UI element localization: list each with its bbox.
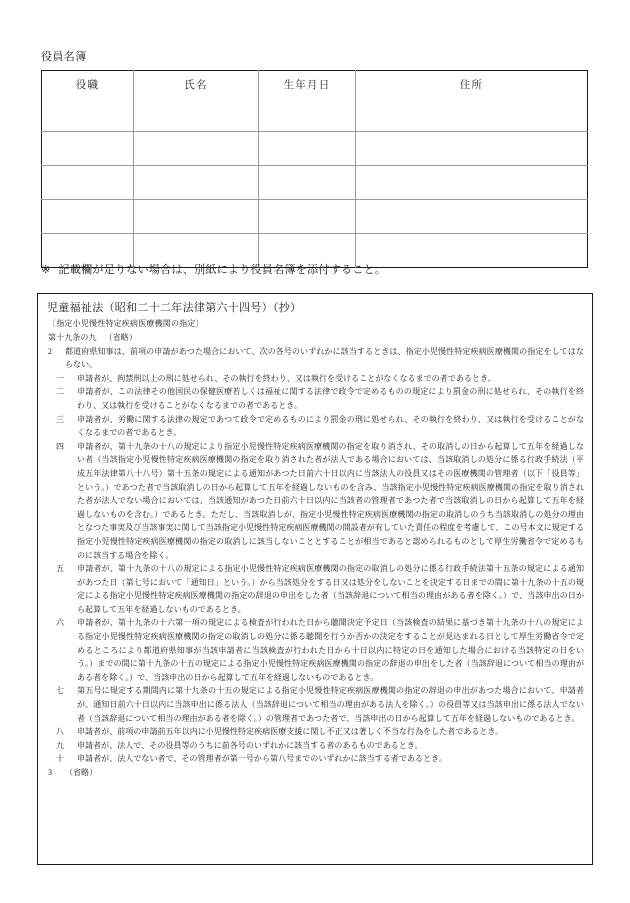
cell-name[interactable] [134,166,259,200]
item-text: 申請者が、法人でない者で、その管理者が第一号から第八号までのいずれかに該当する者であるとき。 [77,754,447,764]
item-marker: 十 [56,754,65,764]
law-excerpt-box [37,293,593,865]
table-row [42,98,588,132]
cell-post[interactable] [42,132,134,166]
law-article-heading [48,331,584,345]
roster-note [41,263,386,278]
item-marker: 三 [56,414,65,424]
item-text: 申請者が、拘禁刑以上の刑に処せられ、その執行を終わり、又は執行を受けることがなくなるまでの者であるとき。 [77,373,496,383]
cell-address[interactable] [356,234,588,268]
item-text: 申請者が、第十九条の十六第一項の規定による検査が行われた日から聴聞決定予定日（当該検査の結果に基づき第十九条の十八の規定による指定小児慢性特定疾病医療機関の指定の取消しの処分に係る聴聞を行うか否かの決定をすることが見込まれる日として厚生労働省令で定めるところにより都道府県知事が当該申請者に当該検査が行われた日から十日以内に特定の日を通知した場合における当該特定の日をいう。）までの間に第十九条の十五の規定による指定小児慢性特定疾病医療機関の指定の辞退の申出をした者（当該辞退について相当の理由がある者を除く。）で、当該申出の日から起算して五年を経過しないものであるとき。 [77,618,584,682]
paragraph-text: 都道府県知事は、前項の申請があつた場合において、次の各号のいずれかに該当するときは、指定小児慢性特定疾病医療機関の指定をしてはならない。 [65,346,584,370]
cell-dob[interactable] [259,132,356,166]
law-title: 児童福祉法（昭和二十二年法律第六十四号）（抄） [47,302,302,314]
officer-roster-table [41,70,588,268]
cell-name[interactable] [134,132,259,166]
item-marker: 六 [56,618,65,628]
item-text: 申請者が、この法律その他国民の保健医療若しくは福祉に関する法律で政令で定めるものの規定により罰金の刑に処せられ、その執行を終わり、又は執行を受けることがなくなるまでの者であるとき。 [77,387,584,410]
law-item-2 [56,385,584,412]
column-header-name: 氏名 [134,71,259,99]
law-item-6 [56,616,584,684]
column-header-address: 住所 [356,71,588,99]
cell-dob[interactable] [259,200,356,234]
table-row [42,200,588,234]
cell-post[interactable] [42,166,134,200]
law-item-10 [56,752,584,766]
paragraph-marker: 2 [48,346,53,356]
cell-name[interactable] [134,200,259,234]
item-text: 第五号に規定する期間内に第十九条の十五の規定による指定小児慢性特定疾病医療機関の指定の辞退の申出があつた場合において、申請者が、通知日前六十日以内に当該申出に係る法人（当該辞退について相当の理由がある法人を除く。）の役員等又は当該申出に係る法人でない者（当該辞退について相当の理由がある者を除く。）の管理者であつた者で、当該申出の日から起算して五年を経過しないものであるとき。 [77,686,584,723]
law-item-8 [56,725,584,739]
item-text: 申請者が、第十九条の十八の規定による指定小児慢性特定疾病医療機関の指定の取消しの処分に係る行政手続法第十五条の規定による通知があつた日（第七号において「通知日」という。）から当該処分をする日又は処分をしないことを決定する日までの間に第十九条の十五の規定による指定小児慢性特定疾病医療機関の指定の辞退の申出をした者（当該辞退について相当の理由がある者を除く。）で、当該申出の日から起算して五年を経過しないものであるとき。 [77,564,584,614]
paragraph-marker: 3 [48,768,53,777]
column-header-dob: 生年月日 [259,71,356,99]
article-marker: 第十九条の九 [48,333,97,342]
roster-title: 役員名簿 [41,51,87,63]
law-item-1 [56,372,584,386]
item-marker: 五 [56,564,65,574]
column-header-post: 役職 [42,71,134,99]
item-text: 申請者が、第十九条の十八の規定により指定小児慢性特定疾病医療機関の指定を取り消され、その取消しの日から起算して五年を経過しない者（当該指定小児慢性特定疾病医療機関の指定を取り消された者が法人である場合においては、当該取消しの処分に係る行政手続法（平成五年法律第八十八号）第十五条の規定による通知があつた日前六十日以内に当該法人の役員又はその医療機関の管理者（以下「役員等」という。）であつた者で当該取消しの日から起算して五年を経過しないものを含み、当該指定小児慢性特定疾病医療機関の指定を取り消された者が法人でない場合においては、当該通知があつた日前六十日以内に当該者の管理者であつた者で当該取消しの日から起算して五年を経過しないものを含む。）であるとき。ただし、当該取消しが、指定小児慢性特定疾病医療機関の指定の取消しのうち当該取消しの処分の理由となつた事実及び当該事実に関して当該指定小児慢性特定疾病医療機関の開設者が有していた責任の程度を考慮して、この号本文に規定する指定小児慢性特定疾病医療機関の指定の取消しに該当しないこととすることが相当であると認められるものとして厚生労働省令で定めるものに該当する場合を除く。 [77,441,584,560]
table-header-row [42,71,588,99]
item-marker: 八 [56,727,65,737]
law-item-5 [56,562,584,616]
cell-address[interactable] [356,200,588,234]
cell-address[interactable] [356,98,588,132]
item-marker: 七 [56,686,65,696]
law-paragraph-3 [48,766,584,780]
cell-name[interactable] [134,98,259,132]
cell-post[interactable] [42,200,134,234]
law-subtitle: 〔指定小児慢性特定疾病医療機関の指定〕 [48,319,204,328]
item-marker: 四 [56,441,65,451]
roster-body [42,98,588,268]
paragraph-text: （省略） [65,768,98,777]
table-row [42,166,588,200]
cell-address[interactable] [356,132,588,166]
note-text: 記載欄が足りない場合は、別紙により役員名簿を添付すること。 [58,264,387,276]
note-mark-icon: ※ [41,264,51,276]
table-row [42,132,588,166]
law-item-7 [56,684,584,725]
law-item-3 [56,413,584,440]
law-paragraph-2 [48,345,584,372]
item-marker: 九 [56,740,65,750]
article-text: （省略） [104,333,138,342]
cell-post[interactable] [42,98,134,132]
item-marker: 二 [56,387,65,397]
item-text: 申請者が、前項の申請前五年以内に小児慢性特定疾病医療支援に関し不正又は著しく不当な行為をした者であるとき。 [77,727,504,737]
cell-dob[interactable] [259,166,356,200]
item-text: 申請者が、労働に関する法律の規定であつて政令で定めるものにより罰金の刑に処せられ、その執行を終わり、又は執行を受けることがなくなるまでの者であるとき。 [77,414,584,438]
cell-dob[interactable] [259,98,356,132]
cell-address[interactable] [356,166,588,200]
item-marker: 一 [56,373,65,383]
law-item-4 [56,440,584,562]
item-text: 申請者が、法人で、その役員等のうちに前各号のいずれかに該当する者のあるものであるとき。 [77,740,423,750]
law-item-9 [56,739,584,753]
